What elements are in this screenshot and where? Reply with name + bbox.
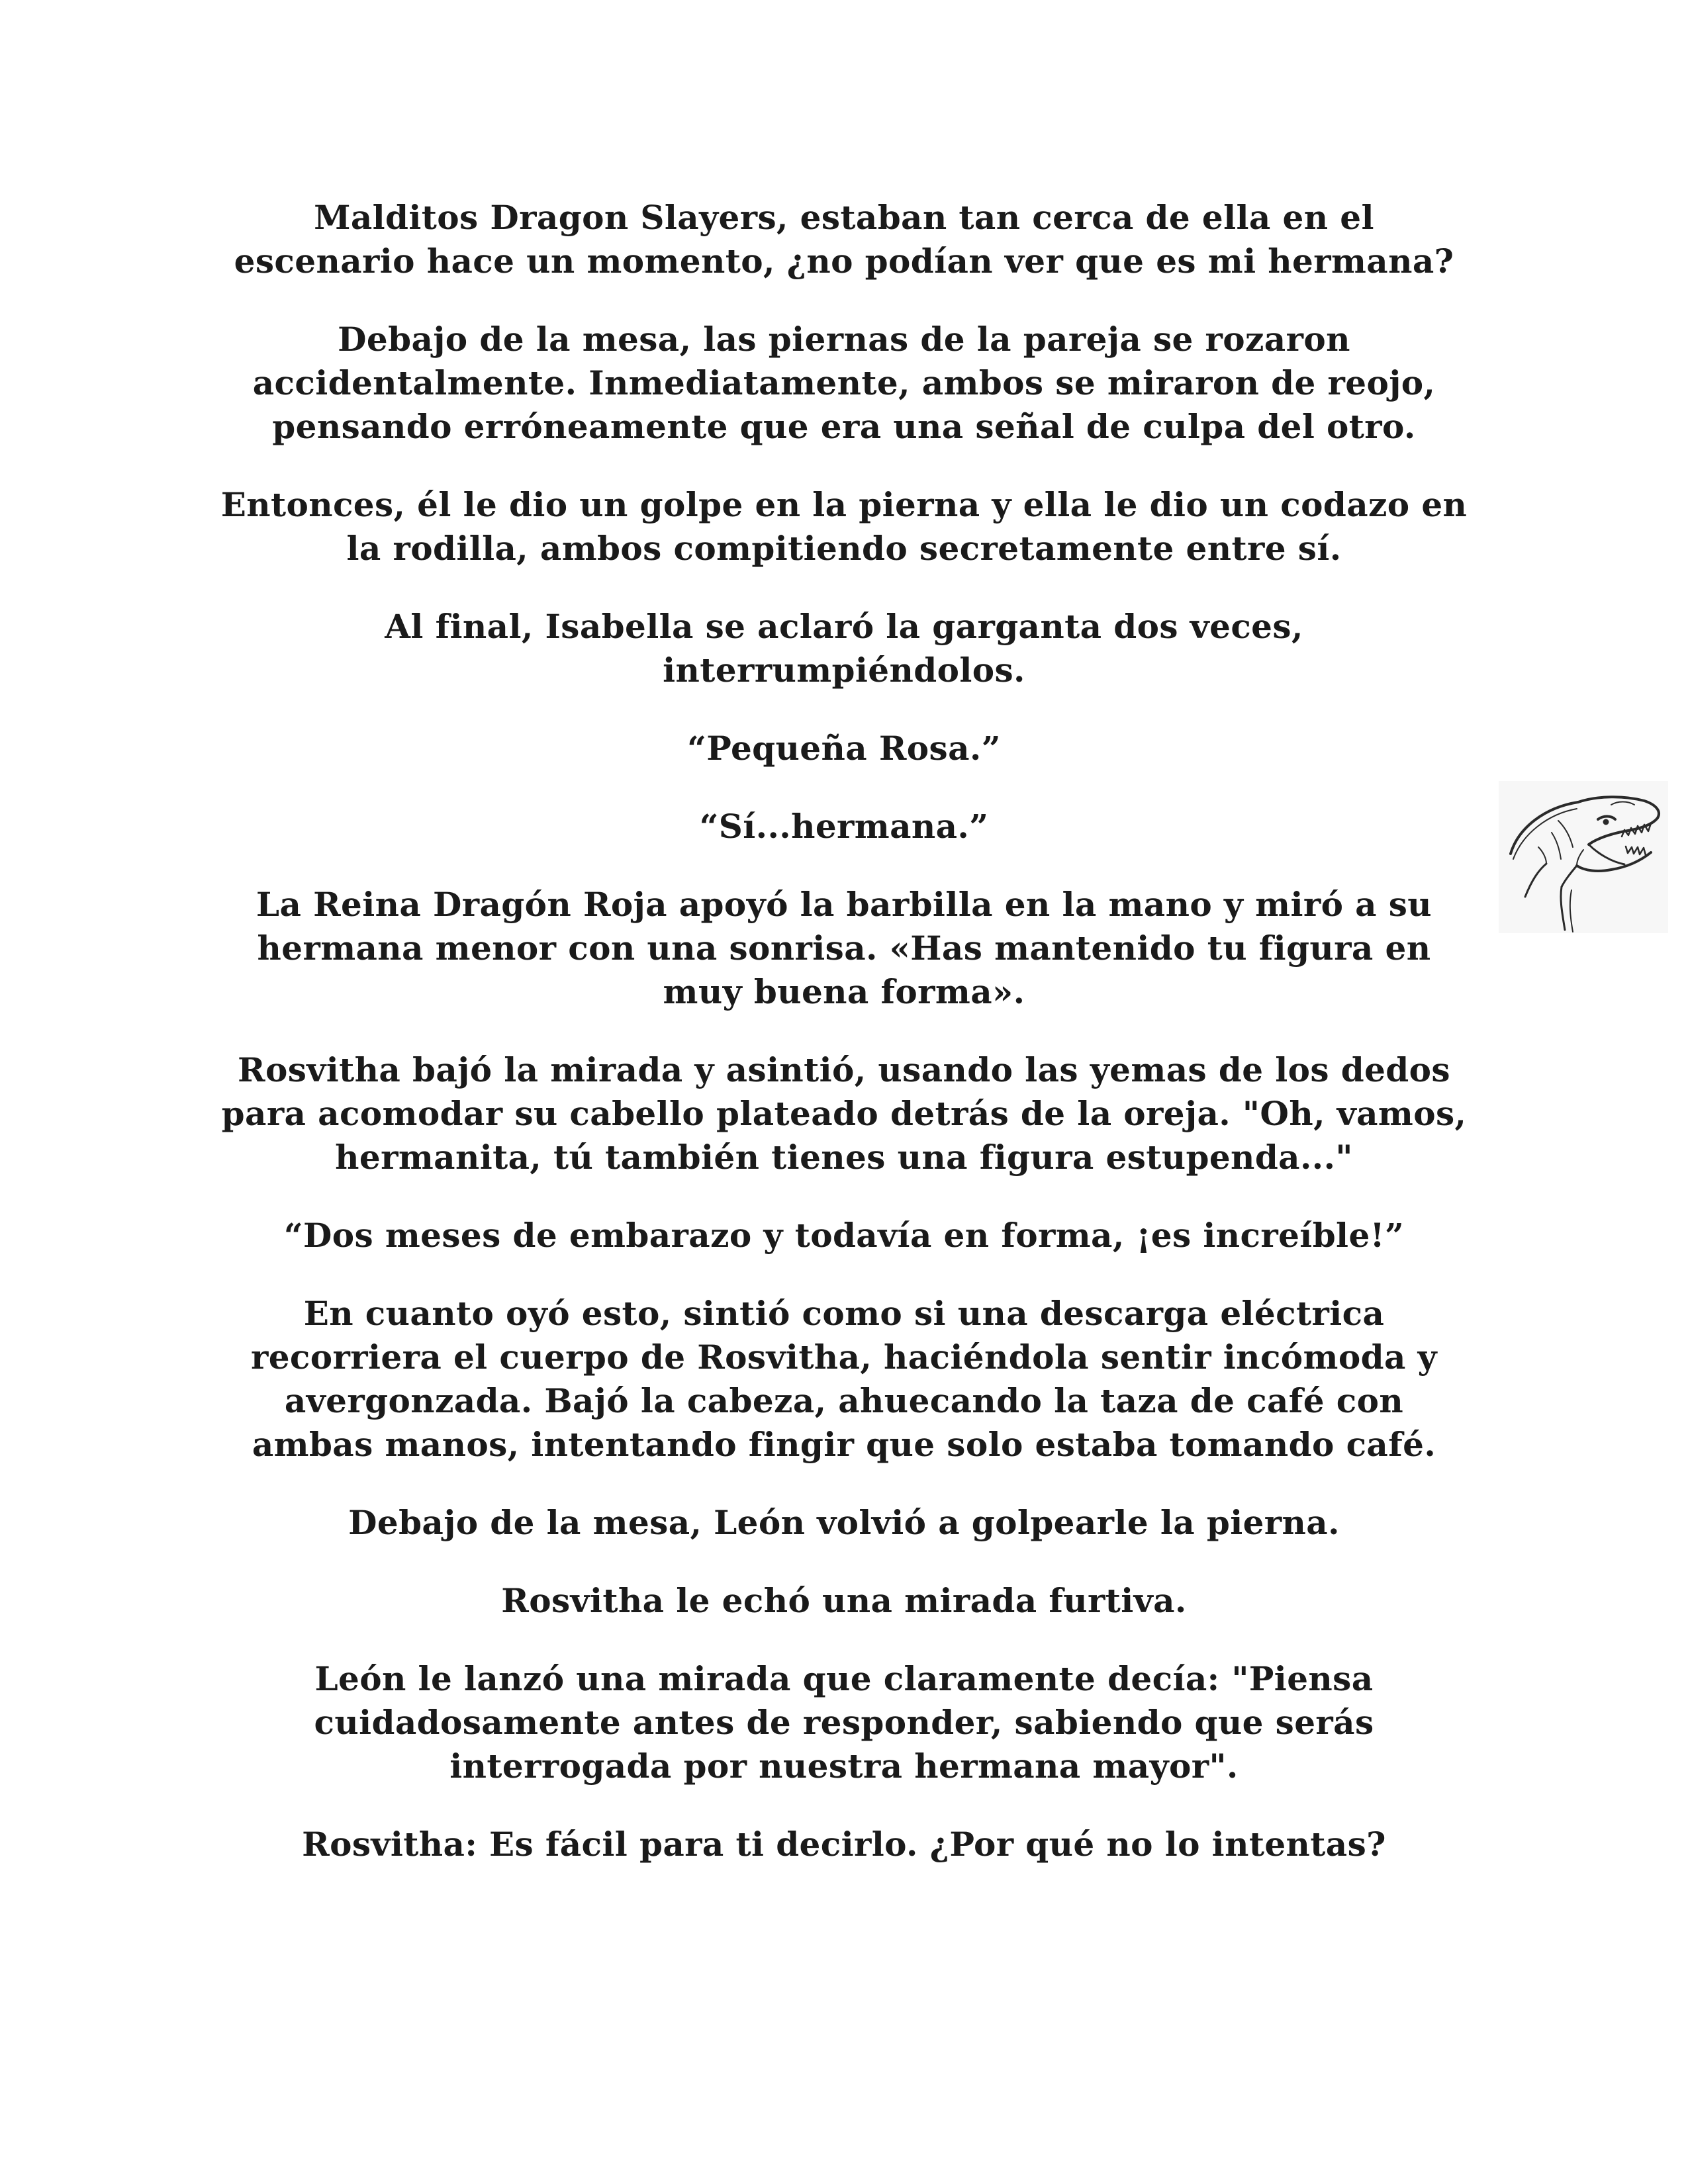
paragraph: Malditos Dragon Slayers, estaban tan cerca de ella en el escenario hace un momento, ¿no podían ver que es mi hermana? [234, 198, 1454, 281]
dialogue-line: “Pequeña Rosa.” [687, 729, 1001, 768]
paragraph: Rosvitha: Es fácil para ti decirlo. ¿Por qué no lo intentas? [302, 1825, 1386, 1864]
dialogue-line: “Dos meses de embarazo y todavía en forma, ¡es increíble!” [283, 1216, 1405, 1255]
paragraph: Rosvitha bajó la mirada y asintió, usando las yemas de los dedos para acomodar su cabello plateado detrás de la oreja. "Oh, vamos, hermanita, tú también tienes una figura estupenda..." [221, 1050, 1467, 1177]
paragraph: La Reina Dragón Roja apoyó la barbilla en la mano y miró a su hermana menor con una sonrisa. «Has mantenido tu figura en muy buena forma». [256, 885, 1432, 1011]
paragraph: Entonces, él le dio un golpe en la pierna y ella le dio un codazo en la rodilla, ambos compitiendo secretamente entre sí. [220, 485, 1468, 568]
dialogue-line: “Sí...hermana.” [699, 807, 989, 846]
paragraph: Debajo de la mesa, León volvió a golpearle la pierna. [348, 1503, 1340, 1542]
paragraph: Rosvitha le echó una mirada furtiva. [501, 1581, 1187, 1620]
paragraph: León le lanzó una mirada que claramente decía: "Piensa cuidadosamente antes de responder, sabiendo que serás interrogada por nuestra hermana mayor". [314, 1659, 1374, 1786]
body-text [218, 196, 1470, 1901]
paragraph: Debajo de la mesa, las piernas de la pareja se rozaron accidentalmente. Inmediatamente, ambos se miraron de reojo, pensando erróneamente que era una señal de culpa del otro. [252, 320, 1436, 446]
dragon-head-sketch-icon [1499, 781, 1668, 933]
paragraph: En cuanto oyó esto, sintió como si una descarga eléctrica recorriera el cuerpo de Rosvitha, haciéndola sentir incómoda y avergonzada. Bajó la cabeza, ahuecando la taza de café con ambas manos, intentando fingir que solo estaba tomando café. [250, 1294, 1438, 1464]
paragraph: Al final, Isabella se aclaró la garganta dos veces, interrumpiéndolos. [385, 607, 1303, 690]
